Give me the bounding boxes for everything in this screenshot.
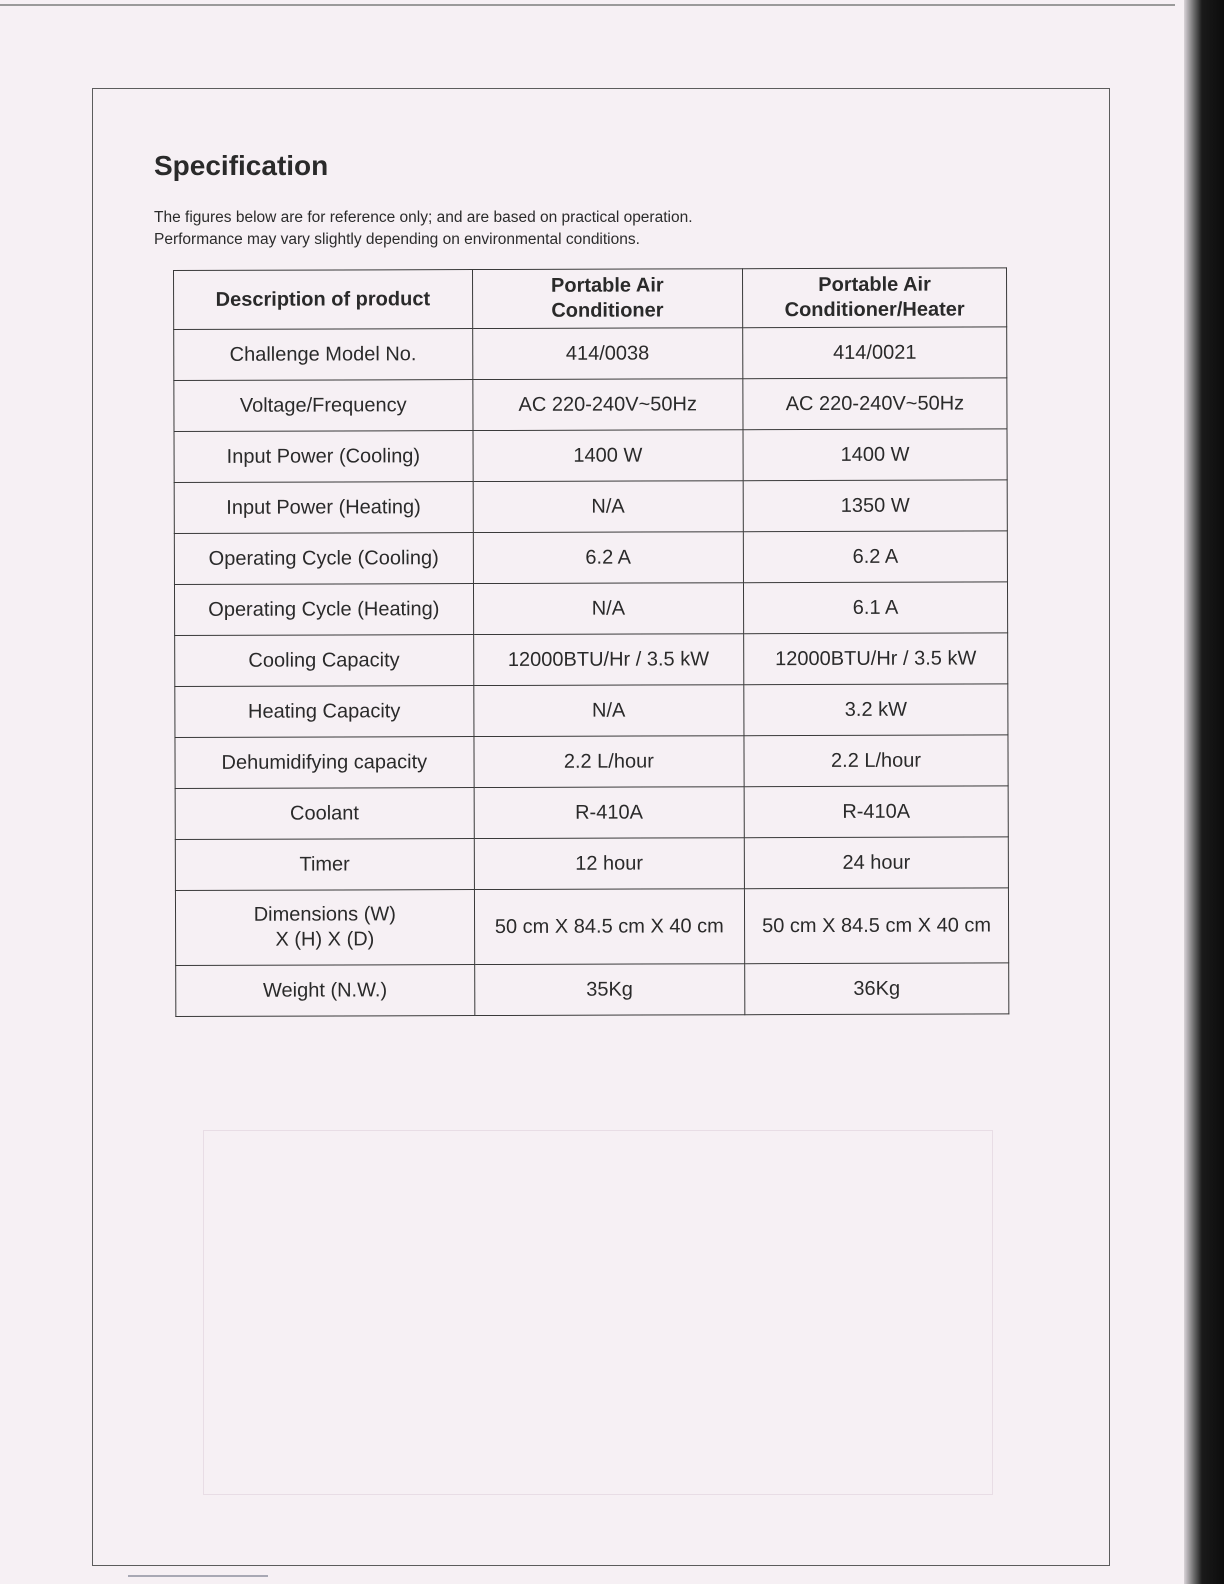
table-row xyxy=(175,888,1008,966)
row-value-ac: N/A xyxy=(473,481,744,533)
intro-text xyxy=(154,207,693,251)
row-label: Coolant xyxy=(175,788,474,840)
table-row xyxy=(174,582,1007,636)
row-value-ach: 6.1 A xyxy=(743,582,1007,634)
table-row xyxy=(175,786,1008,840)
table-row xyxy=(174,378,1007,432)
row-label: Dehumidifying capacity xyxy=(175,737,474,789)
row-label: Cooling Capacity xyxy=(175,635,474,687)
row-value-ach: R-410A xyxy=(744,786,1008,838)
bottom-scan-rule xyxy=(128,1575,268,1577)
table-row xyxy=(175,735,1008,789)
row-value-ach: 414/0021 xyxy=(743,327,1007,379)
row-value-ach: 6.2 A xyxy=(743,531,1007,583)
row-value-ac: 6.2 A xyxy=(473,532,744,584)
row-label: Input Power (Heating) xyxy=(174,482,473,534)
bleed-through-box xyxy=(203,1130,993,1495)
row-value-ac: 1400 W xyxy=(473,430,744,482)
row-label: Timer xyxy=(175,839,474,891)
header-air-conditioner: Portable Air Conditioner xyxy=(472,269,743,329)
row-value-ac: 50 cm X 84.5 cm X 40 cm xyxy=(474,889,745,965)
row-label: Challenge Model No. xyxy=(174,329,473,381)
row-label: Dimensions (W) X (H) X (D) xyxy=(175,890,474,966)
table-row xyxy=(175,837,1008,891)
row-value-ach: 24 hour xyxy=(744,837,1008,889)
row-value-ac: 35Kg xyxy=(474,964,745,1016)
specification-table xyxy=(173,267,1009,1017)
header-description: Description of product xyxy=(174,270,473,330)
row-value-ac: 414/0038 xyxy=(472,328,743,380)
row-label: Input Power (Cooling) xyxy=(174,431,473,483)
table-row xyxy=(174,327,1007,381)
row-value-ach: AC 220-240V~50Hz xyxy=(743,378,1007,430)
row-label: Operating Cycle (Cooling) xyxy=(174,533,473,585)
intro-line-1: The figures below are for reference only; and are based on practical operation. xyxy=(154,209,693,226)
row-value-ac: 12000BTU/Hr / 3.5 kW xyxy=(473,634,744,686)
row-value-ach: 36Kg xyxy=(745,963,1009,1015)
row-value-ac: 12 hour xyxy=(474,838,745,890)
table-header-row xyxy=(174,268,1007,330)
table-row xyxy=(175,684,1008,738)
row-label: Voltage/Frequency xyxy=(174,380,473,432)
row-value-ac: R-410A xyxy=(474,787,745,839)
table-row xyxy=(174,429,1007,483)
table-row xyxy=(174,531,1007,585)
row-label: Operating Cycle (Heating) xyxy=(174,584,473,636)
scan-edge-shadow xyxy=(1184,0,1224,1584)
row-value-ac: N/A xyxy=(473,685,744,737)
row-label: Weight (N.W.) xyxy=(176,965,475,1017)
table-row xyxy=(176,963,1009,1017)
table-row xyxy=(174,480,1007,534)
row-value-ac: 2.2 L/hour xyxy=(474,736,745,788)
row-value-ach: 1400 W xyxy=(743,429,1007,481)
top-scan-rule xyxy=(0,4,1175,6)
row-value-ac: N/A xyxy=(473,583,744,635)
row-value-ach: 3.2 kW xyxy=(744,684,1008,736)
table-row xyxy=(175,633,1008,687)
row-label: Heating Capacity xyxy=(175,686,474,738)
header-air-conditioner-heater: Portable Air Conditioner/Heater xyxy=(742,268,1006,328)
row-value-ach: 12000BTU/Hr / 3.5 kW xyxy=(744,633,1008,685)
row-value-ach: 50 cm X 84.5 cm X 40 cm xyxy=(744,888,1008,964)
row-value-ach: 1350 W xyxy=(743,480,1007,532)
row-value-ach: 2.2 L/hour xyxy=(744,735,1008,787)
page-title: Specification xyxy=(154,150,329,181)
row-value-ac: AC 220-240V~50Hz xyxy=(472,379,743,431)
intro-line-2: Performance may vary slightly depending on environmental conditions. xyxy=(154,231,640,248)
